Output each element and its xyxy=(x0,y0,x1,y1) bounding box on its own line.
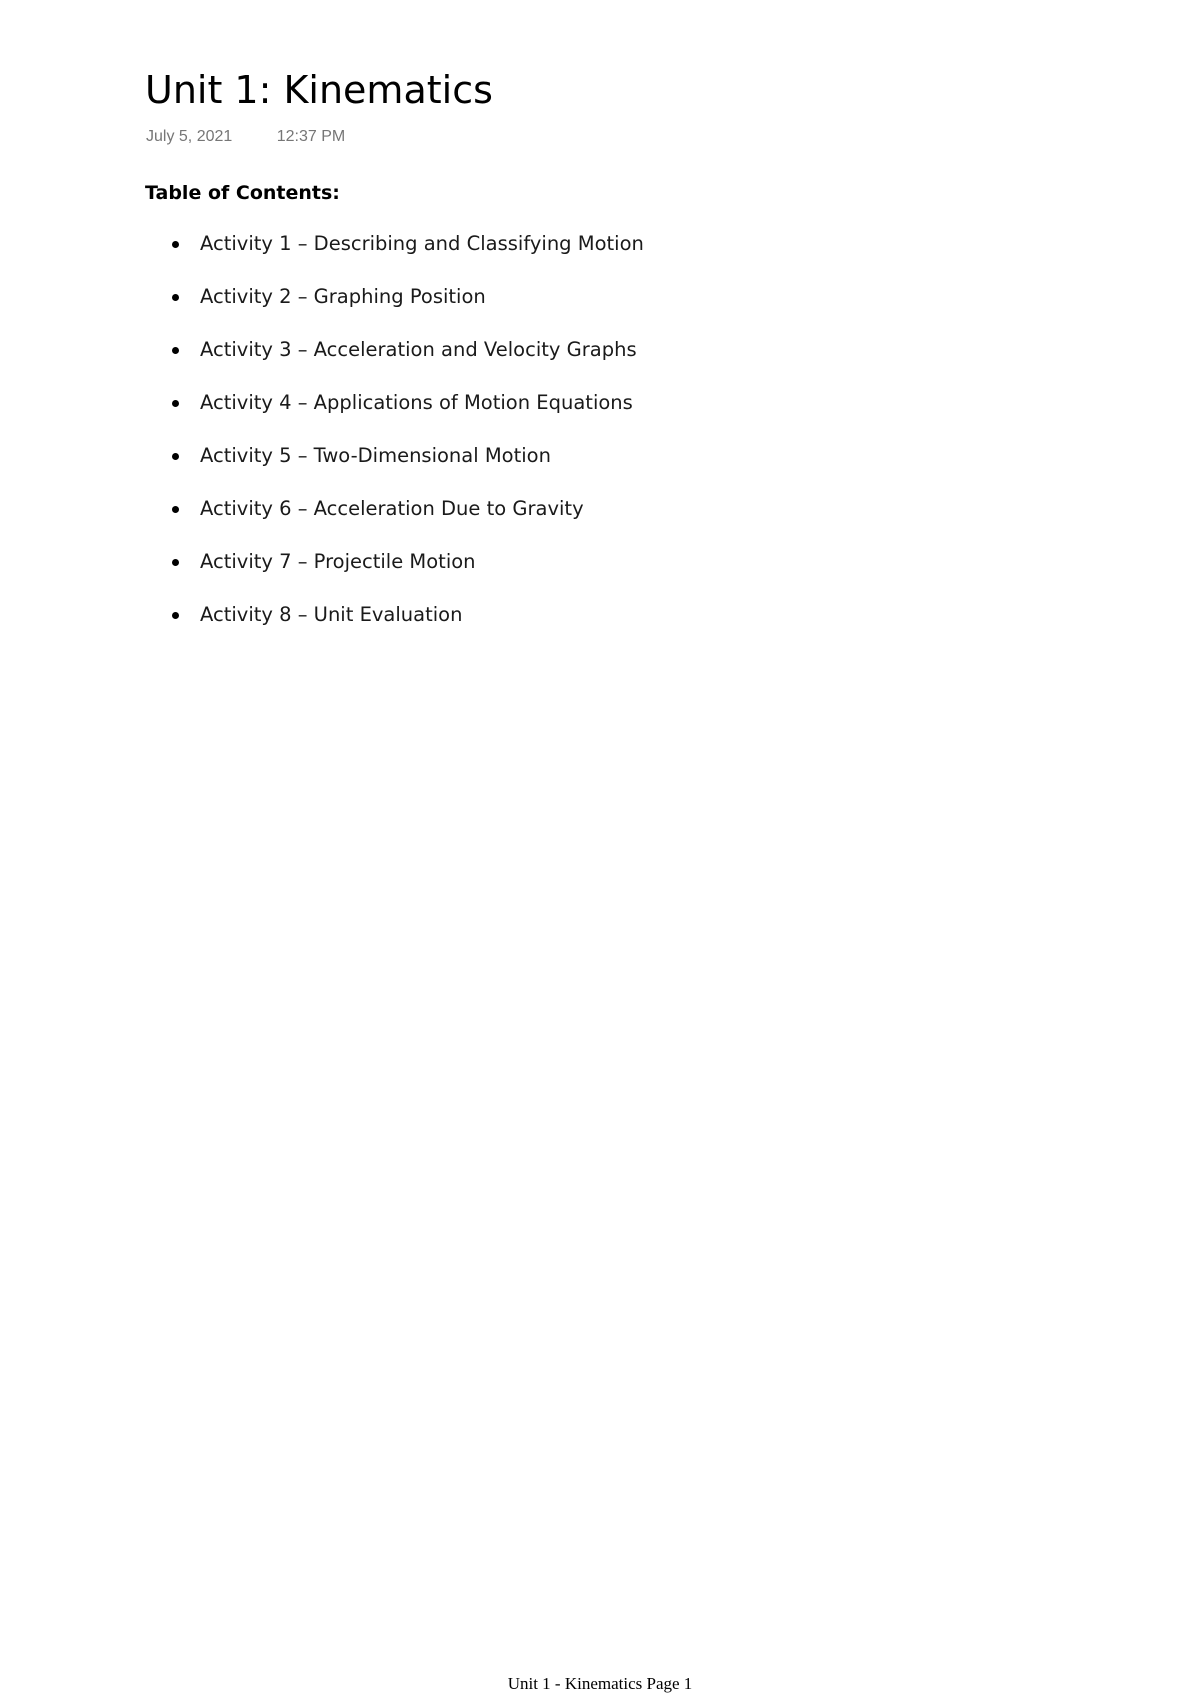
bullet-icon xyxy=(172,241,179,248)
page-title: Unit 1: Kinematics xyxy=(145,68,493,112)
bullet-icon xyxy=(172,347,179,354)
bullet-icon xyxy=(172,453,179,460)
toc-list xyxy=(145,232,644,656)
page-time: 12:37 PM xyxy=(276,128,346,145)
toc-item-activity-6 xyxy=(145,497,644,550)
toc-item-activity-8 xyxy=(145,603,644,656)
toc-item-label: Activity 3 – Acceleration and Velocity Graphs xyxy=(200,338,637,361)
toc-item-label: Activity 8 – Unit Evaluation xyxy=(200,603,463,626)
toc-item-activity-1 xyxy=(145,232,644,285)
toc-item-label: Activity 4 – Applications of Motion Equations xyxy=(200,391,633,414)
toc-heading: Table of Contents: xyxy=(145,182,340,204)
bullet-icon xyxy=(172,294,179,301)
toc-item-activity-4 xyxy=(145,391,644,444)
toc-item-activity-5 xyxy=(145,444,644,497)
bullet-icon xyxy=(172,506,179,513)
toc-item-activity-7 xyxy=(145,550,644,603)
bullet-icon xyxy=(172,400,179,407)
toc-item-label: Activity 6 – Acceleration Due to Gravity xyxy=(200,497,584,520)
page-meta xyxy=(146,128,345,146)
bullet-icon xyxy=(172,559,179,566)
toc-item-activity-2 xyxy=(145,285,644,338)
bullet-icon xyxy=(172,612,179,619)
page-footer: Unit 1 - Kinematics Page 1 xyxy=(507,1674,693,1693)
toc-item-label: Activity 5 – Two-Dimensional Motion xyxy=(200,444,551,467)
toc-item-label: Activity 2 – Graphing Position xyxy=(200,285,486,308)
toc-item-activity-3 xyxy=(145,338,644,391)
page-date: July 5, 2021 xyxy=(146,128,233,145)
toc-item-label: Activity 7 – Projectile Motion xyxy=(200,550,476,573)
toc-item-label: Activity 1 – Describing and Classifying Motion xyxy=(200,232,644,255)
